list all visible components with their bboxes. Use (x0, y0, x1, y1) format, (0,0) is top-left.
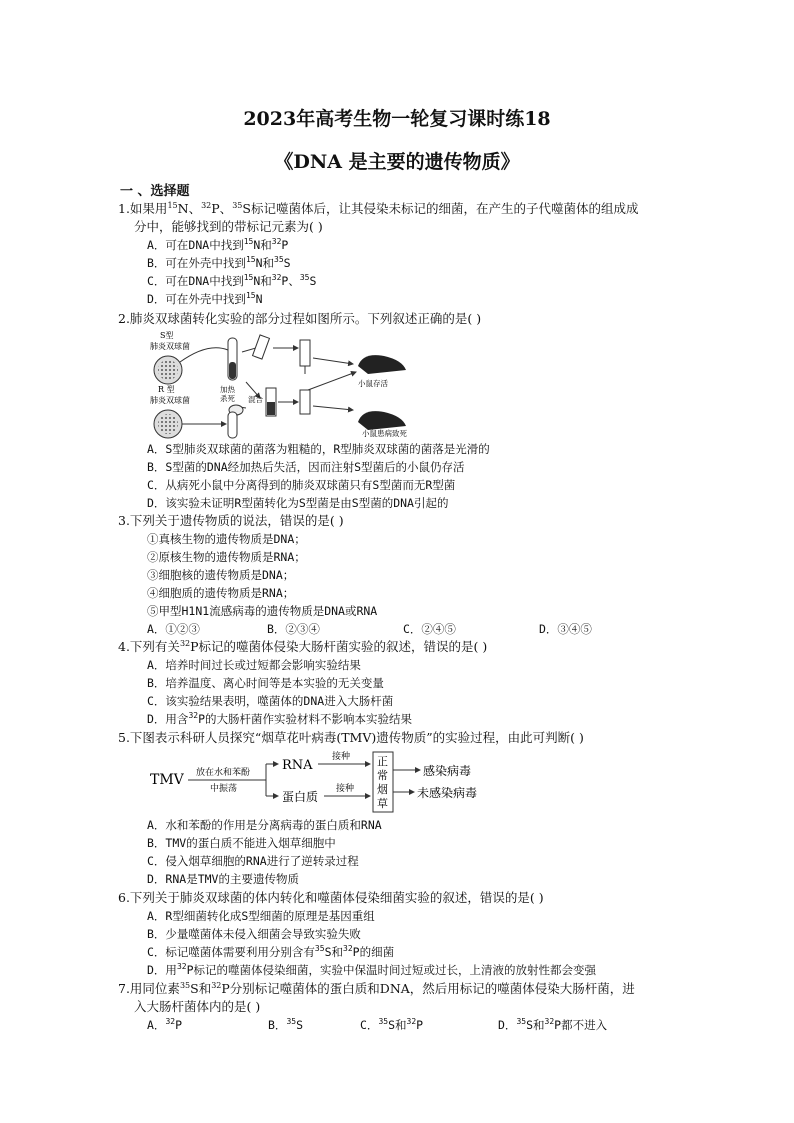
treatment-label-bottom: 中振荡 (210, 784, 238, 794)
q3-option-a[interactable]: A．①②③ (147, 622, 200, 636)
syringe-2 (300, 340, 310, 366)
q5-option-b[interactable]: B．TMV的蛋白质不能进入烟草细胞中 (147, 836, 336, 850)
q1-option-b[interactable]: B．可在外壳中找到$^{15}$N和$^{35}$S (147, 255, 291, 270)
q4-option-a[interactable]: A．培养时间过长或过短都会影响实验结果 (147, 658, 361, 672)
q7-stem: 7.用同位素$^{35}$S和$^{32}$P分别标记噬菌体的蛋白质和DNA，然后用标记的噬菌体侵染大肠杆菌，进 (118, 981, 635, 996)
tmv-label: TMV (150, 772, 184, 788)
q4-option-c[interactable]: C．该实验结果表明，噬菌体的DNA进入大肠杆菌 (147, 694, 394, 708)
q2-option-c[interactable]: C．从病死小鼠中分离得到的肺炎双球菌只有S型菌而无R型菌 (147, 478, 456, 492)
q5-option-c[interactable]: C．侵入烟草细胞的RNA进行了逆转录过程 (147, 854, 359, 868)
q7-option-a[interactable]: A．$^{32}$P (147, 1017, 183, 1032)
q3-item-3: ③细胞核的遗传物质是DNA； (147, 568, 295, 582)
r-tube (228, 412, 237, 438)
q7-option-d[interactable]: D．$^{35}$S和$^{32}$P都不进入 (498, 1017, 608, 1032)
infected-label: 感染病毒 (423, 764, 472, 778)
document-subtitle: 《DNA 是主要的遗传物质》 (274, 151, 520, 173)
q2-option-d[interactable]: D．该实验未证明R型菌转化为S型菌是由S型菌的DNA引起的 (147, 496, 449, 510)
q1-option-c[interactable]: C．可在DNA中找到$^{15}$N和$^{32}$P、$^{35}$S (147, 273, 317, 288)
r-type-name: 肺炎双球菌 (150, 396, 190, 405)
q6-option-a[interactable]: A．R型细菌转化成S型细菌的原理是基因重组 (147, 909, 375, 923)
document-title: 2023年高考生物一轮复习课时练18 (243, 108, 551, 130)
q5-option-a[interactable]: A．水和苯酚的作用是分离病毒的蛋白质和RNA (147, 818, 382, 832)
heat-label-1: 加热 (220, 385, 235, 394)
q4-stem: 4.下列有关$^{32}$P标记的噬菌体侵染大肠杆菌实验的叙述，错误的是( ) (118, 639, 488, 654)
cross-arrow (308, 372, 356, 390)
q3-item-1: ①真核生物的遗传物质是DNA； (147, 532, 306, 546)
tmv-experiment-figure (148, 750, 508, 814)
r-colony-dots (158, 414, 178, 434)
q3-option-c[interactable]: C．②④⑤ (403, 622, 456, 636)
q1-stem: 1.如果用$^{15}$N、$^{32}$P、$^{35}$S标记噬菌体后，让其侵染未标记的细菌，在产生的子代噬菌体的组成成 (118, 201, 639, 216)
q4-option-d[interactable]: D．用含$^{32}$P的大肠杆菌作实验材料不影响本实验结果 (147, 711, 412, 726)
q4-option-b[interactable]: B．培养温度、离心时间等是本实验的无关变量 (147, 676, 384, 690)
q5-option-d[interactable]: D．RNA是TMV的主要遗传物质 (147, 872, 299, 886)
q7-option-c[interactable]: C．$^{35}$S和$^{32}$P (360, 1017, 424, 1032)
r-type-label: R 型 (158, 385, 175, 394)
q3-option-d[interactable]: D．③④⑤ (539, 622, 592, 636)
q2-stem: 2.肺炎双球菌转化实验的部分过程如图所示。下列叙述正确的是( ) (118, 311, 482, 326)
protein-label: 蛋白质 (282, 790, 319, 804)
q3-option-b[interactable]: B．②③④ (267, 622, 320, 636)
q2-option-a[interactable]: A．S型肺炎双球菌的菌落为粗糙的，R型肺炎双球菌的菌落是光滑的 (147, 442, 490, 456)
mouse-dead (358, 411, 406, 430)
syringe-3 (300, 390, 310, 414)
arrow-to-mouse-1 (313, 358, 353, 364)
rna-label: RNA (282, 758, 313, 773)
arrow-to-mouse-2 (313, 406, 353, 410)
q1-option-d[interactable]: D．可在外壳中找到$^{15}$N (147, 291, 263, 306)
q6-option-c[interactable]: C．标记噬菌体需要利用分别含有$^{35}$S和$^{32}$P的细菌 (147, 944, 395, 959)
heat-label-2: 杀死 (220, 394, 235, 403)
mix-tube-fill (267, 402, 275, 415)
mouse-alive (358, 355, 406, 374)
q3-stem: 3.下列关于遗传物质的说法，错误的是( ) (118, 513, 344, 528)
mix-label: 混合 (248, 395, 263, 404)
section-heading: 一 、选择题 (120, 184, 190, 199)
s-tube-fill (229, 362, 236, 379)
q3-item-5: ⑤甲型H1N1流感病毒的遗传物质是DNA或RNA (147, 604, 378, 618)
q3-item-2: ②原核生物的遗传物质是RNA； (147, 550, 306, 564)
q6-stem: 6.下列关于肺炎双球菌的体内转化和噬菌体侵染细菌实验的叙述，错误的是( ) (118, 890, 544, 905)
tobacco-char-2: 常 (377, 769, 388, 782)
q7-option-b[interactable]: B．$^{35}$S (268, 1017, 304, 1032)
q6-option-b[interactable]: B．少量噬菌体未侵入细菌会导致实验失败 (147, 927, 361, 941)
inoculate-label-2: 接种 (336, 784, 355, 794)
syringe-1 (253, 335, 270, 359)
q3-item-4: ④细胞质的遗传物质是RNA； (147, 586, 295, 600)
q1-option-a[interactable]: A．可在DNA中找到$^{15}$N和$^{32}$P (147, 237, 289, 252)
q1-stem-line2: 分中，能够找到的带标记元素为( ) (134, 219, 323, 234)
pneumococcus-experiment-figure (148, 328, 428, 440)
tobacco-char-3: 烟 (377, 783, 388, 796)
s-colony-dots (158, 360, 178, 380)
uninfected-label: 未感染病毒 (417, 786, 478, 800)
tobacco-char-1: 正 (377, 755, 388, 768)
q6-option-d[interactable]: D．用$^{32}$P标记的噬菌体侵染细菌，实验中保温时间过短或过长，上清液的放射性都会变强 (147, 962, 596, 977)
q2-option-b[interactable]: B．S型菌的DNA经加热后失活，因而注射S型菌后的小鼠仍存活 (147, 460, 465, 474)
s-type-name: 肺炎双球菌 (150, 342, 190, 351)
q7-stem-line2: 入大肠杆菌体内的是( ) (134, 999, 261, 1014)
s-type-label: S型 (160, 331, 174, 340)
tobacco-char-4: 草 (377, 797, 388, 810)
q5-stem: 5.下图表示科研人员探究“烟草花叶病毒(TMV)遗传物质”的实验过程，由此可判断( ) (118, 730, 584, 745)
treatment-label-top: 放在水和苯酚 (196, 768, 251, 778)
inoculate-label-1: 接种 (332, 752, 351, 762)
mouse-alive-label: 小鼠存活 (358, 379, 388, 388)
mouse-dead-label: 小鼠患病致死 (362, 429, 407, 438)
